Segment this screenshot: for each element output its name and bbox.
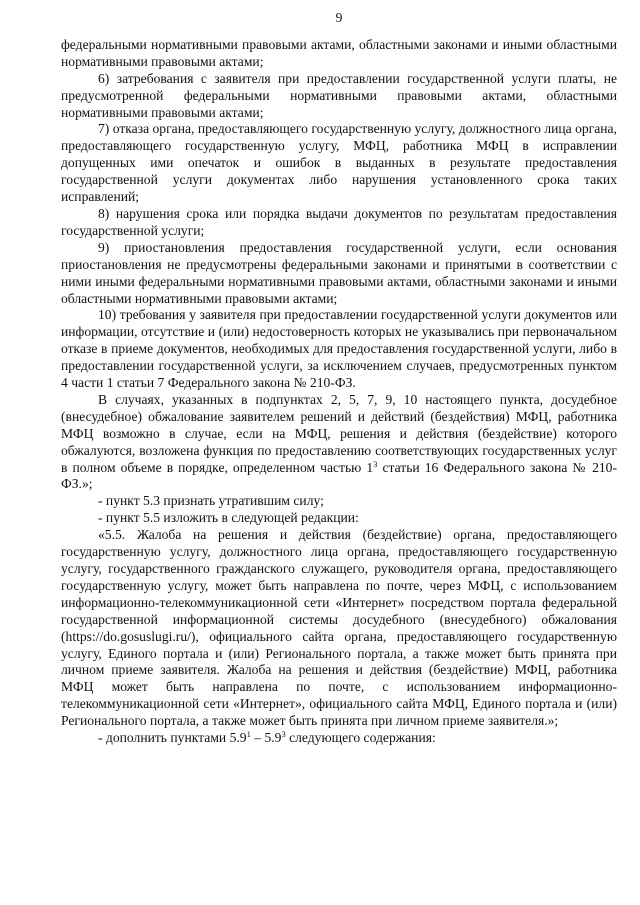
superscript: 1 <box>246 729 251 740</box>
superscript: 3 <box>373 458 378 469</box>
paragraph-5-3: - пункт 5.3 признать утратившим силу; <box>98 493 324 509</box>
paragraph-cases-text: В случаях, указанных в подпунктах 2, 5, 7, 9, 10 настоящего пункта, досудебное (внесудебное) обжалование заявителем решений и действий (бездействия) МФЦ, работника МФЦ возможно в случае, если на МФЦ, решения и действия (бездействие) которого обжалуются, возложена функция по предоставлению соответствующих государственных услуг в полном объеме в порядке, определенном частью 1 <box>61 391 617 475</box>
paragraph-item-6: 6) затребования с заявителя при предоставлении государственной услуги платы, не предусмотренной федеральными нормативными правовыми актами, областными нормативными правовыми актами; <box>61 70 617 120</box>
superscript: 3 <box>281 729 286 740</box>
paragraph-item-10: 10) требования у заявителя при предоставлении государственной услуги документов или информации, отсутствие и (или) недостоверность которых не указывались при первоначальном отказе в приеме документов, необходимых для предоставления государственной услуги, либо в предоставлении государственной услуги, за исключением случаев, предусмотренных пунктом 4 части 1 статьи 7 Федерального закона № 210-ФЗ. <box>61 307 617 391</box>
page-number: 9 <box>335 10 343 25</box>
paragraph-5-5-intro: - пункт 5.5 изложить в следующей редакции: <box>98 510 359 526</box>
paragraph-add-points <box>61 730 617 747</box>
add-points-tail: следующего содержания: <box>285 730 436 746</box>
paragraph-cases-tail: статьи 16 Федерального закона № 210-ФЗ.»; <box>61 459 617 492</box>
paragraph-item-8: 8) нарушения срока или порядка выдачи документов по результатам предоставления государственной услуги; <box>61 205 617 238</box>
paragraph-item-9: 9) приостановления предоставления государственной услуги, если основания приостановления не предусмотрены федеральными законами и принятыми в соответствии с ними иными федеральными нормативными правовыми актами, областными законами и иными областными нормативными правовыми актами; <box>61 239 617 306</box>
paragraph-item-7: 7) отказа органа, предоставляющего государственную услугу, должностного лица органа, предоставляющего государственную услугу, МФЦ, работника МФЦ в исправлении допущенных ими опечаток и ошибок в выданных в результате предоставления государственной услуги документах либо нарушения установленного срока таких исправлений; <box>61 121 617 205</box>
add-points-text: - дополнить пунктами 5.9 <box>98 730 247 746</box>
paragraph-cases <box>61 392 617 493</box>
paragraph-continuation: федеральными нормативными правовыми актами, областными законами и иными областными нормативными правовыми актами; <box>61 36 617 69</box>
paragraph-5-5-text: «5.5. Жалоба на решения и действия (бездействие) органа, предоставляющего государственную услугу, должностного лица органа, предоставляющего государственную услугу, государственного гражданского служащего, руководителя органа, предоставляющего государственную услугу, может быть направлена по почте, через МФЦ, с использованием информационно-телекоммуникационной сети «Интернет» посредством портала федеральной государственной информационной системы досудебного (внесудебного) обжалования (https://do.gosuslugi.ru/), официального сайта органа, предоставляющего государственную услугу, Единого портала и (или) Регионального портала, а также может быть принята при личном приеме заявителя. Жалоба на решения и действия (бездействие) МФЦ, работника МФЦ может быть направлена по почте, с использованием информационно-телекоммуникационной сети «Интернет», официального сайта МФЦ, Единого портала и (или) Регионального портала, а также может быть принята при личном приеме заявителя.»; <box>61 527 617 729</box>
add-points-dash: – 5.9 <box>250 730 282 746</box>
